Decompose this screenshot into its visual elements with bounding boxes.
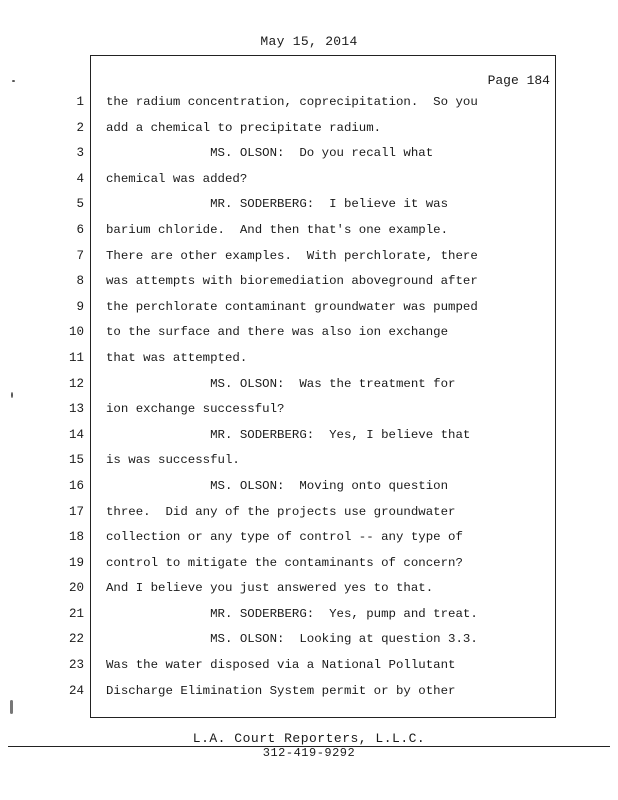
line-number: 12 (68, 376, 84, 391)
line-number: 3 (76, 146, 84, 161)
transcript-line: MR. SODERBERG: Yes, pump and treat. (106, 606, 478, 621)
transcript-line: And I believe you just answered yes to that. (106, 581, 434, 596)
line-number: 19 (68, 555, 84, 570)
line-number: 7 (76, 248, 84, 263)
transcript-line: ion exchange successful? (106, 402, 285, 417)
transcript-line: chemical was added? (106, 171, 248, 186)
line-number: 5 (76, 197, 84, 212)
transcript-line: is was successful. (106, 453, 240, 468)
line-number: 17 (68, 504, 84, 519)
line-number: 6 (76, 222, 84, 237)
page-number: Page 184 (487, 73, 550, 88)
transcript-line: Discharge Elimination System permit or by other (106, 683, 456, 698)
footer-phone: 312-419-9292 (262, 746, 356, 760)
line-number-column (60, 90, 84, 704)
transcript-line: control to mitigate the contaminants of concern? (106, 555, 463, 570)
line-number: 9 (76, 299, 84, 314)
transcript-line: MS. OLSON: Moving onto question (106, 478, 449, 493)
line-number: 14 (68, 427, 84, 442)
line-number: 23 (68, 658, 84, 673)
line-number: 1 (76, 95, 84, 109)
transcript-line: that was attempted. (106, 350, 248, 365)
transcript-line: MR. SODERBERG: Yes, I believe that (106, 427, 471, 442)
transcript-line: MR. SODERBERG: I believe it was (106, 197, 449, 212)
scan-speck (11, 392, 13, 398)
footer-company-name: L.A. Court Reporters, L.L.C. (192, 731, 426, 746)
line-number: 15 (68, 453, 84, 468)
line-number: 20 (68, 581, 84, 596)
transcript-line: to the surface and there was also ion exchange (106, 325, 449, 340)
line-number: 2 (76, 120, 84, 135)
transcript-line: MS. OLSON: Looking at question 3.3. (106, 632, 478, 647)
transcript-line: the radium concentration, coprecipitation. So you (106, 95, 478, 109)
transcript-line: collection or any type of control -- any type of (106, 530, 463, 545)
scan-speck (10, 700, 13, 714)
transcript-line: MS. OLSON: Was the treatment for (106, 376, 456, 391)
line-number: 13 (68, 402, 84, 417)
transcript-body (106, 90, 546, 704)
line-number: 10 (68, 325, 84, 340)
line-number: 16 (68, 478, 84, 493)
transcript-line: the perchlorate contaminant groundwater was pumped (106, 299, 478, 314)
line-number: 18 (68, 530, 84, 545)
line-number: 4 (76, 171, 84, 186)
transcript-line: three. Did any of the projects use groundwater (106, 504, 456, 519)
transcript-line: Was the water disposed via a National Pollutant (106, 658, 456, 673)
transcript-line: barium chloride. And then that's one example. (106, 222, 449, 237)
line-number: 22 (68, 632, 84, 647)
line-number: 21 (68, 606, 84, 621)
line-number: 8 (76, 274, 84, 289)
line-number: 24 (68, 683, 84, 698)
line-number: 11 (68, 350, 84, 365)
transcript-line: was attempts with bioremediation aboveground after (106, 274, 478, 289)
transcript-line: add a chemical to precipitate radium. (106, 120, 382, 135)
transcript-date: May 15, 2014 (260, 34, 358, 49)
scan-speck (12, 80, 15, 82)
transcript-line: MS. OLSON: Do you recall what (106, 146, 434, 161)
transcript-line: There are other examples. With perchlorate, there (106, 248, 478, 263)
